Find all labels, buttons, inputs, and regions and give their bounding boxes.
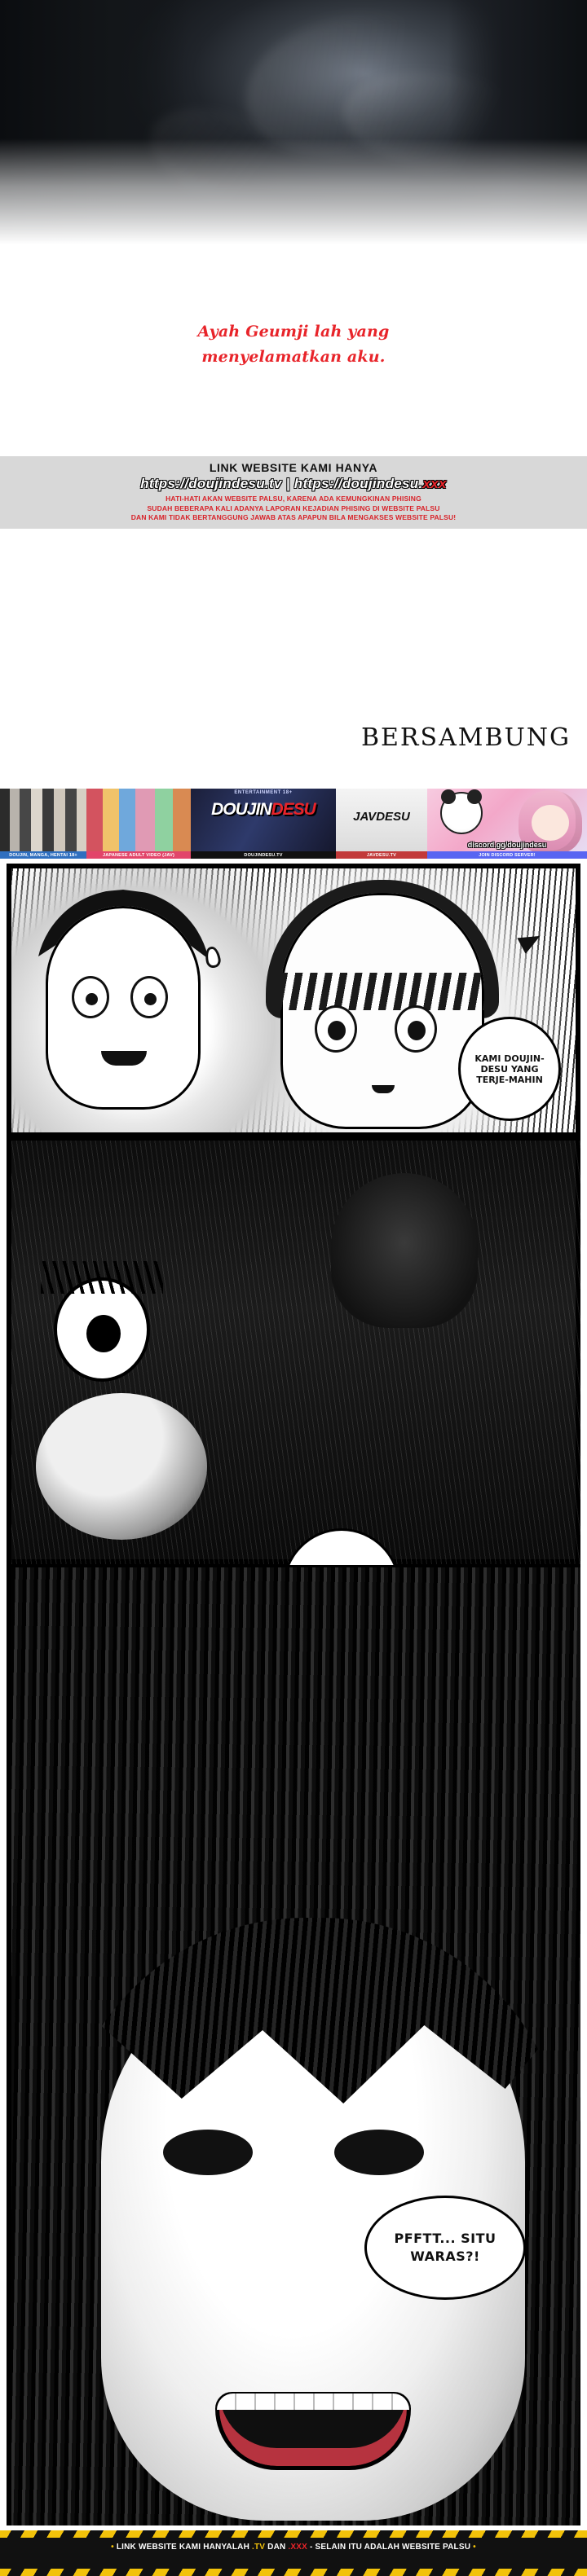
ad-caption: JAVDESU.TV — [336, 851, 427, 859]
bottom-text-xxx: .XXX — [288, 2543, 307, 2552]
bottom-text-pre: LINK WEBSITE KAMI HANYALAH — [116, 2543, 252, 2552]
notice-body-line-3: DAN KAMI TIDAK BERTANGGUNG JAWAB ATAS APAPUN BILA MENGAKSES WEBSITE PALSU! — [130, 513, 457, 521]
ad-logo — [191, 800, 336, 820]
notice-link-xxx[interactable]: https://doujindesu. — [294, 476, 423, 491]
ad-banner-strip[interactable] — [0, 789, 587, 859]
character-eye — [130, 976, 168, 1018]
site-notice-banner — [0, 456, 587, 529]
bottom-text-tv: .TV — [252, 2543, 266, 2552]
ad-logo-part2: DESU — [271, 800, 316, 819]
character-eye-shadow — [334, 2130, 424, 2175]
character-teeth — [217, 2394, 409, 2410]
omake-comic — [7, 864, 580, 2525]
ad-doujindesu-thumbs[interactable] — [0, 789, 86, 859]
chapter-end-label: BERSAMBUNG — [360, 723, 571, 752]
character-head-left — [46, 906, 201, 1110]
notice-link-tv-tld[interactable]: tv — [268, 476, 282, 491]
ad-discord-invite[interactable] — [427, 789, 587, 859]
bottom-warning-bar — [0, 2530, 587, 2576]
ad-logo: JAVDESU — [353, 810, 410, 824]
narration-line-2: menyelamatkan aku. — [201, 348, 386, 366]
ad-doujindesu-logo[interactable] — [191, 789, 336, 859]
ad-caption: DOUJINDESU.TV — [191, 851, 336, 859]
character-bangs — [280, 973, 484, 1010]
sweat-drop-icon — [204, 946, 222, 969]
comic-frame-bottom — [9, 1565, 578, 2523]
ad-javdesu-thumbs[interactable] — [86, 789, 191, 859]
notice-link-xxx-tld[interactable]: xxx — [422, 476, 447, 491]
character-head-right — [280, 893, 484, 1129]
ad-subtitle: ENTERTAINMENT 18+ — [234, 790, 293, 795]
bullet-icon: • — [111, 2543, 114, 2552]
narration-text — [0, 319, 587, 370]
notice-body-line-1: HATI-HATI AKAN WEBSITE PALSU, KARENA ADA KEMUNGKINAN PHISING — [166, 495, 421, 503]
character-cheek-highlight — [36, 1393, 207, 1540]
ad-javdesu-logo[interactable] — [336, 789, 427, 859]
discord-invite-link[interactable]: discord.gg/doujindesu — [467, 841, 547, 849]
bubble-pfftt-situ-waras: PFFTT... SITU WARAS?! — [364, 2196, 526, 2300]
panel-fade-to-white — [0, 138, 587, 244]
panda-icon — [440, 792, 483, 834]
comic-frame-top — [9, 866, 578, 1135]
notice-title: LINK WEBSITE KAMI HANYA — [209, 461, 378, 474]
notice-link-tv[interactable]: https://doujindesu. — [140, 476, 269, 491]
hazard-stripe-top — [0, 2530, 587, 2538]
notice-link-separator: | — [285, 476, 290, 491]
notice-body — [0, 495, 587, 523]
character-eye — [395, 1005, 437, 1053]
hazard-stripe-bottom — [0, 2569, 587, 2576]
ad-caption: JAPANESE ADULT VIDEO (JAV) — [86, 851, 191, 859]
character-head-shadow — [331, 1173, 478, 1328]
comic-frame-middle — [9, 1138, 578, 1562]
bottom-text-and: DAN — [265, 2543, 289, 2552]
bottom-text-post: - SELAIN ITU ADALAH WEBSITE PALSU — [307, 2543, 471, 2552]
character-eye — [72, 976, 109, 1018]
character-eye-shadow — [163, 2130, 253, 2175]
notice-body-line-2: SUDAH BEBERAPA KALI ADANYA LAPORAN KEJADIAN PHISING DI WEBSITE PALSU — [147, 503, 440, 512]
ad-caption: DOUJIN, MANGA, HENTAI 18+ — [0, 851, 86, 859]
arrow-icon — [517, 928, 544, 954]
character-eye — [315, 1005, 357, 1053]
ad-caption: JOIN DISCORD SERVER! — [427, 851, 587, 859]
narration-line-1: Ayah Geumji lah yang — [197, 323, 390, 341]
panel-dark-bedroom — [0, 0, 587, 244]
bottom-warning-text — [0, 2542, 587, 2553]
bubble-kami-doujindesu: KAMI DOUJIN-DESU YANG TERJE-MAHIN — [458, 1017, 561, 1121]
bullet-icon-end: • — [473, 2543, 476, 2552]
character-eyelashes — [41, 1261, 163, 1294]
notice-links[interactable] — [0, 476, 587, 492]
ad-logo-part1: DOUJIN — [211, 800, 271, 819]
